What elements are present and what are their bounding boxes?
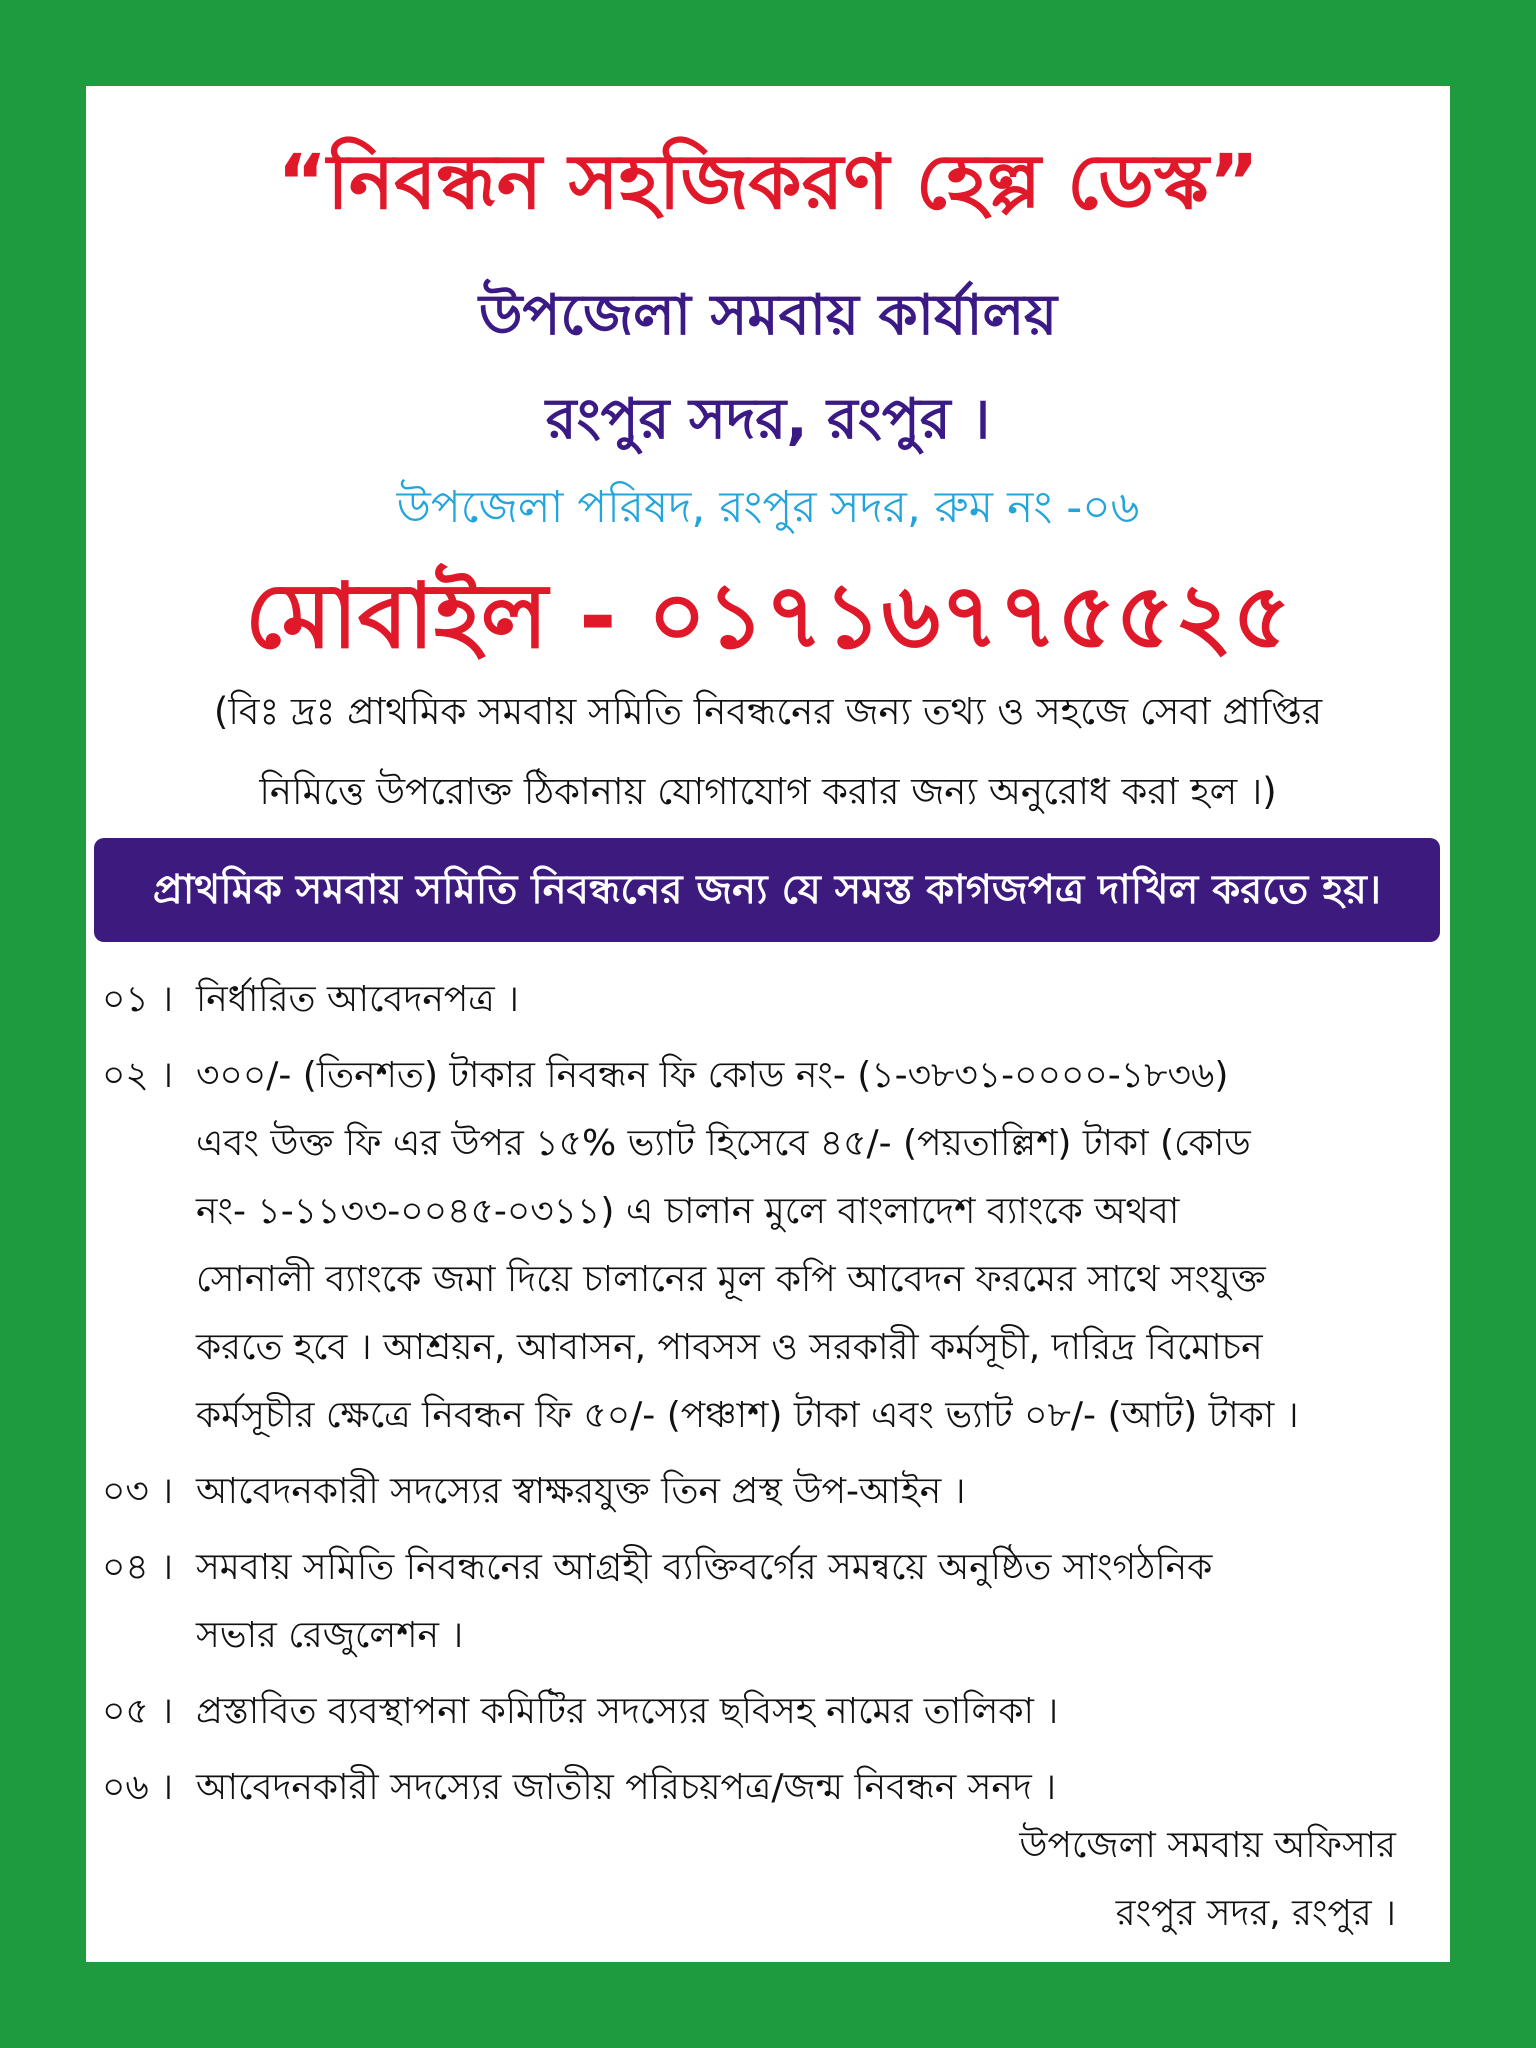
documents-banner: প্রাথমিক সমবায় সমিতি নিবন্ধনের জন্য যে সমস্ত কাগজপত্র দাখিল করতে হয়। (94, 838, 1440, 942)
item-line: আবেদনকারী সদস্যের স্বাক্ষরযুক্ত তিন প্রস্থ উপ-আইন । (196, 1471, 966, 1512)
item-line: নির্ধারিত আবেদনপত্র । (196, 979, 520, 1020)
item-text (196, 966, 1432, 1034)
note-line-1: (বিঃ দ্রঃ প্রাথমিক সমবায় সমিতি নিবন্ধনের জন্য তথ্য ও সহজে সেবা প্রাপ্তির (213, 690, 1323, 733)
item-number: ০৬ । (102, 1767, 174, 1808)
item-line: সভার রেজুলেশন । (196, 1615, 464, 1656)
item-line: ৩০০/- (তিনশত) টাকার নিবন্ধন ফি কোড নং- (১-৩৮৩১-০০০০-১৮৩৬) (196, 1055, 1229, 1096)
office-place: রংপুর সদর, রংপুর । (545, 387, 991, 452)
poster (86, 86, 1450, 1962)
office-address: উপজেলা পরিষদ, রংপুর সদর, রুম নং -০৬ (396, 482, 1140, 533)
list-item (102, 1458, 1432, 1526)
item-number: ০২ । (102, 1055, 174, 1096)
item-line: আবেদনকারী সদস্যের জাতীয় পরিচয়পত্র/জন্ম নিবন্ধন সনদ । (196, 1767, 1057, 1808)
list-item (102, 1678, 1432, 1746)
mobile-number: মোবাইল - ০১৭১৬৭৭৫৫২৫ (245, 564, 1291, 669)
item-text (196, 1678, 1432, 1746)
list-item (102, 1042, 1432, 1450)
item-line: কর্মসূচীর ক্ষেত্রে নিবন্ধন ফি ৫০/- (পঞ্চাশ) টাকা এবং ভ্যাট ০৮/- (আট) টাকা । (196, 1395, 1299, 1436)
signature-block (1019, 1812, 1396, 1948)
item-number: ০৩ । (102, 1471, 174, 1512)
item-line: প্রস্তাবিত ব্যবস্থাপনা কমিটির সদস্যের ছবিসহ নামের তালিকা । (196, 1691, 1059, 1732)
item-text (196, 1458, 1432, 1526)
item-number: ০৫ । (102, 1691, 174, 1732)
item-line: নং- ১-১১৩৩-০০৪৫-০৩১১) এ চালান মুলে বাংলাদেশ ব্যাংকে অথবা (196, 1191, 1180, 1232)
list-item (102, 966, 1432, 1034)
item-number: ০৪ । (102, 1547, 174, 1588)
note-line-2: নিমিত্তে উপরোক্ত ঠিকানায় যোগাযোগ করার জন্য অনুরোধ করা হল ।) (259, 770, 1277, 813)
item-line: সোনালী ব্যাংকে জমা দিয়ে চালানের মূল কপি আবেদন ফরমের সাথে সংযুক্ত (196, 1259, 1266, 1300)
signature-place: রংপুর সদর, রংপুর । (1115, 1893, 1396, 1934)
item-line: করতে হবে । আশ্রয়ন, আবাসন, পাবসস ও সরকারী কর্মসূচী, দারিদ্র বিমোচন (196, 1327, 1263, 1368)
item-text (196, 1042, 1432, 1450)
documents-list (102, 966, 1432, 1830)
item-text (196, 1534, 1432, 1670)
office-name: উপজেলা সমবায় কার্যালয় (478, 283, 1058, 348)
signature-title: উপজেলা সমবায় অফিসার (1019, 1825, 1396, 1866)
item-line: এবং উক্ত ফি এর উপর ১৫% ভ্যাট হিসেবে ৪৫/- (পয়তাল্লিশ) টাকা (কোড (196, 1123, 1251, 1164)
item-line: সমবায় সমিতি নিবন্ধনের আগ্রহী ব্যক্তিবর্গের সমন্বয়ে অনুষ্ঠিত সাংগঠনিক (196, 1547, 1213, 1588)
list-item (102, 1534, 1432, 1670)
page-title: “নিবন্ধন সহজিকরণ হেল্প ডেস্ক” (277, 137, 1259, 226)
item-number: ০১ । (102, 979, 174, 1020)
